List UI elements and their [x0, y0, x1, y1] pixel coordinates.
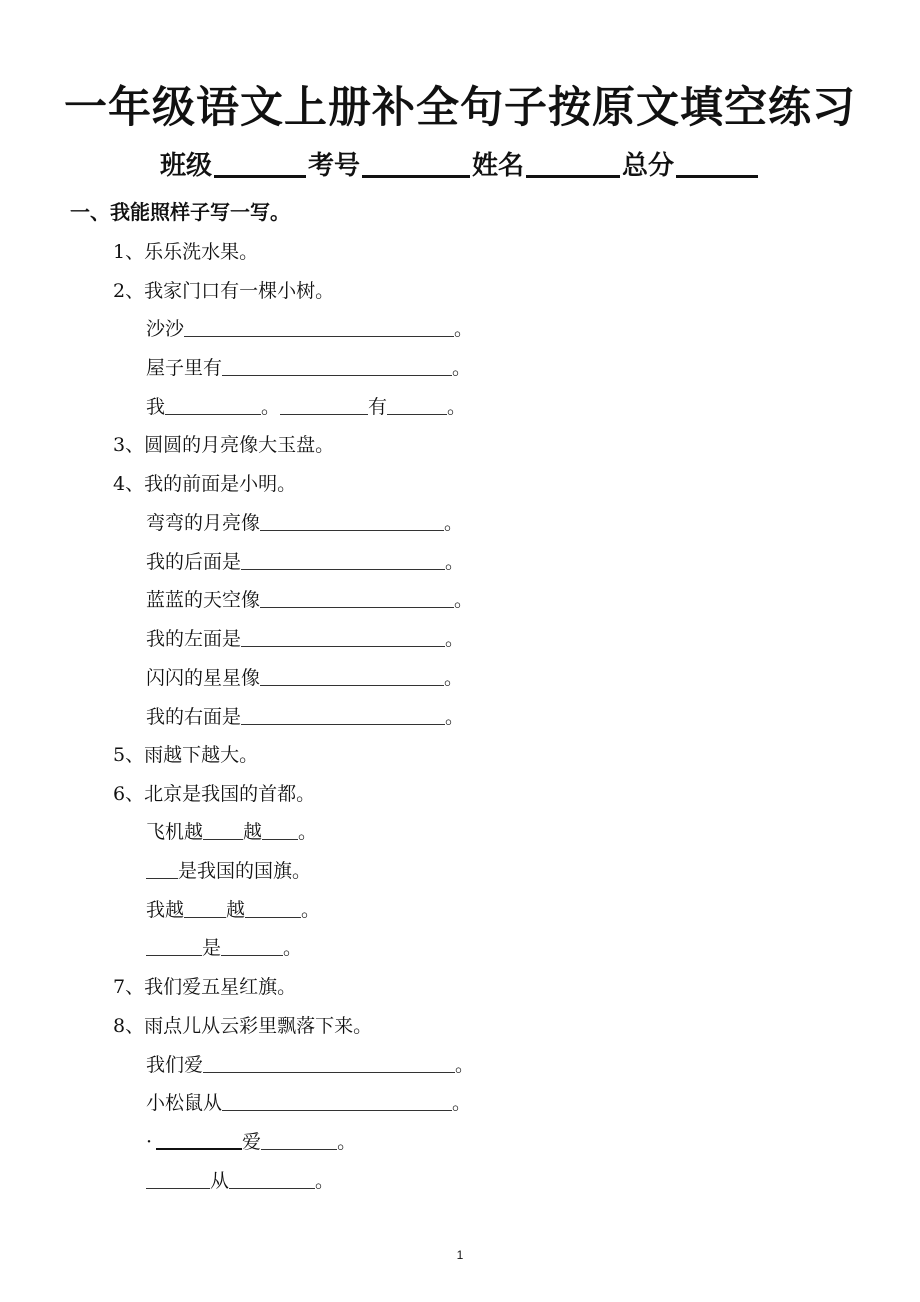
prompt-text: 屋子里有	[146, 357, 223, 379]
period: 。	[452, 1092, 472, 1114]
section-title: 一、我能照样子写一写。	[70, 200, 290, 224]
answer-blank[interactable]	[260, 587, 454, 608]
answer-blank[interactable]	[241, 549, 445, 570]
prompt-text: 弯弯的月亮像	[146, 512, 261, 534]
fill-line	[146, 663, 463, 693]
period: 。	[454, 318, 474, 340]
answer-blank[interactable]	[241, 626, 445, 647]
fill-line	[146, 314, 473, 344]
answer-blank[interactable]	[165, 394, 261, 415]
period: 。	[283, 937, 303, 959]
prompt-text: 越	[226, 899, 246, 921]
answer-blank[interactable]	[241, 704, 445, 725]
answer-blank[interactable]	[260, 510, 444, 531]
prompt-text: 飞机越	[146, 821, 204, 843]
fill-line	[146, 508, 463, 538]
name-label: 姓名	[472, 151, 525, 181]
exercise-item-4: 4、我的前面是小明。	[113, 473, 297, 495]
page-number: 1	[456, 1248, 464, 1262]
period: 。	[261, 396, 281, 418]
exercise-item-7: 7、我们爱五星红旗。	[113, 976, 297, 998]
answer-blank[interactable]	[156, 1128, 242, 1150]
prompt-text: 蓝蓝的天空像	[146, 589, 261, 611]
page-title: 一年级语文上册补全句子按原文填空练习	[64, 83, 856, 133]
fill-line	[146, 585, 473, 615]
answer-blank[interactable]	[221, 935, 283, 956]
period: 。	[445, 706, 465, 728]
prompt-text: 沙沙	[146, 318, 185, 340]
prompt-text: 我的左面是	[146, 628, 242, 650]
prompt-text: 小松鼠从	[146, 1092, 223, 1114]
answer-blank[interactable]	[387, 394, 447, 415]
period: 。	[445, 551, 465, 573]
fill-line	[146, 1088, 471, 1118]
answer-blank[interactable]	[146, 1168, 210, 1189]
prompt-text: 我们爱	[146, 1054, 204, 1076]
answer-blank[interactable]	[260, 665, 444, 686]
period: 。	[454, 589, 474, 611]
period: 。	[444, 512, 464, 534]
period: 。	[444, 667, 464, 689]
fill-line	[146, 895, 320, 925]
answer-blank[interactable]	[229, 1168, 315, 1189]
answer-blank[interactable]	[245, 897, 301, 918]
answer-blank[interactable]	[222, 355, 452, 376]
period: 。	[337, 1131, 357, 1153]
prompt-text: 爱	[242, 1131, 262, 1153]
prompt-text: 我的右面是	[146, 706, 242, 728]
exercise-item-3: 3、圆圆的月亮像大玉盘。	[113, 434, 335, 456]
prompt-text: 越	[243, 821, 263, 843]
fill-line	[146, 547, 464, 577]
answer-blank[interactable]	[146, 858, 178, 879]
answer-blank[interactable]	[184, 897, 226, 918]
prompt-text: 我	[146, 396, 166, 418]
period: 。	[298, 821, 318, 843]
fill-line	[146, 1166, 334, 1196]
fill-line	[146, 1050, 474, 1080]
fill-line	[146, 702, 464, 732]
answer-blank[interactable]	[261, 1129, 337, 1150]
fill-line	[146, 817, 317, 847]
fill-line	[146, 353, 471, 383]
prompt-text: 我越	[146, 899, 185, 921]
exercise-item-6: 6、北京是我国的首都。	[113, 783, 316, 805]
fill-line	[146, 624, 464, 654]
student-info-line	[0, 145, 920, 186]
exercise-item-8: 8、雨点儿从云彩里飘落下来。	[113, 1015, 373, 1037]
period: 。	[315, 1170, 335, 1192]
fill-line	[146, 1127, 356, 1157]
exam-no-blank[interactable]	[362, 145, 470, 178]
score-label: 总分	[622, 151, 675, 181]
answer-blank[interactable]	[280, 394, 368, 415]
fill-line	[146, 392, 466, 422]
fill-line	[146, 933, 302, 963]
answer-blank[interactable]	[146, 935, 202, 956]
answer-blank[interactable]	[203, 819, 243, 840]
prompt-text: 我的后面是	[146, 551, 242, 573]
class-label: 班级	[159, 151, 212, 181]
class-blank[interactable]	[214, 145, 306, 178]
answer-blank[interactable]	[222, 1090, 452, 1111]
answer-blank[interactable]	[184, 316, 454, 337]
prompt-text: 是我国的国旗。	[178, 860, 312, 882]
period: 。	[445, 628, 465, 650]
answer-blank[interactable]	[203, 1052, 455, 1073]
name-blank[interactable]	[526, 145, 620, 178]
prompt-text: 是	[202, 937, 222, 959]
dot-marker: ·	[146, 1131, 153, 1153]
period: 。	[455, 1054, 475, 1076]
prompt-text: 从	[210, 1170, 230, 1192]
prompt-text: 闪闪的星星像	[146, 667, 261, 689]
fill-line	[146, 856, 311, 886]
exercise-item-2: 2、我家门口有一棵小树。	[113, 280, 335, 302]
exercise-item-5: 5、雨越下越大。	[113, 744, 259, 766]
period: 。	[301, 899, 321, 921]
exam-no-label: 考号	[307, 151, 360, 181]
period: 。	[447, 396, 467, 418]
period: 。	[452, 357, 472, 379]
exercise-item-1: 1、乐乐洗水果。	[113, 241, 259, 263]
answer-blank[interactable]	[262, 819, 298, 840]
score-blank[interactable]	[676, 145, 758, 178]
prompt-text: 有	[368, 396, 388, 418]
